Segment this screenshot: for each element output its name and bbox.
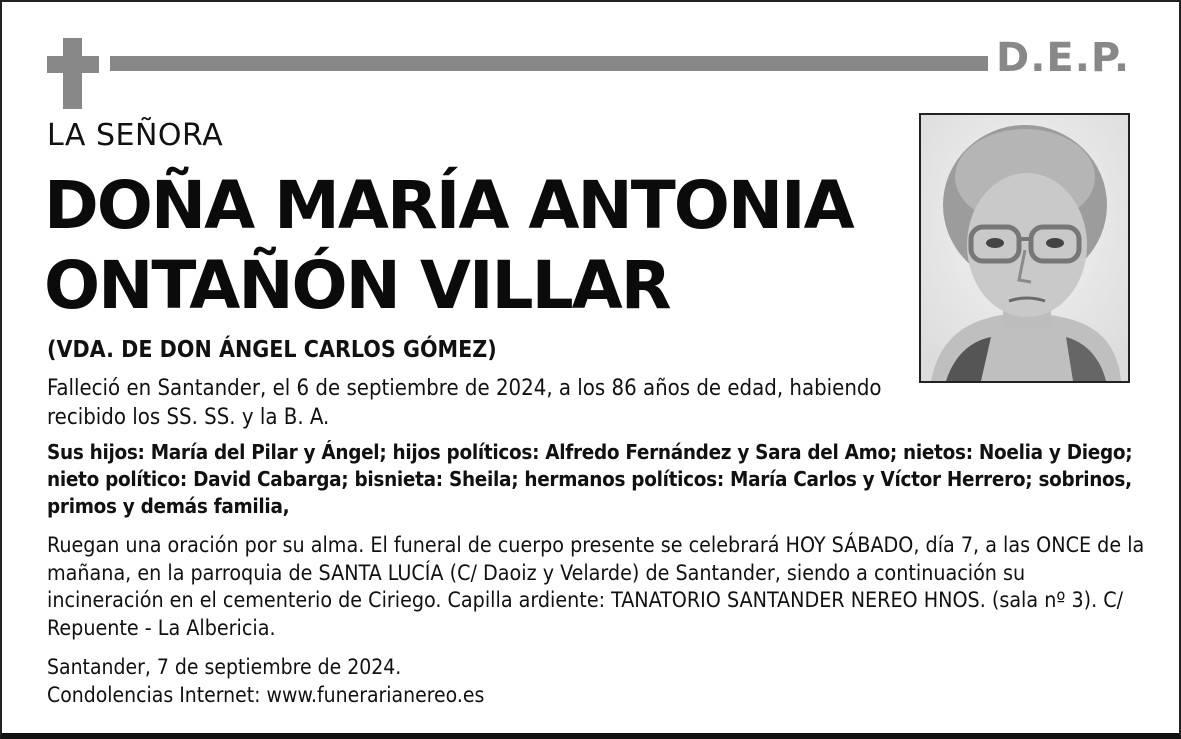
footer xyxy=(47,653,747,709)
death-notice: Falleció en Santander, el 6 de septiembre de 2024, a los 86 años de edad, habiendo recibido los SS. SS. y la B. A. xyxy=(47,376,882,430)
header-rule xyxy=(110,56,988,71)
funeral-details: Ruegan una oración por su alma. El funeral de cuerpo presente se celebrará HOY SÁBADO, día 7, a las ONCE de la mañana, en la parroquia de SANTA LUCÍA (C/ Daoiz y Velarde) de Santander, siendo a continuación su incineración en el cementerio de Ciriego. Capilla ardiente: TANATORIO SANTANDER NEREO HNOS. (sala nº 3). C/ Repuente - La Albericia. xyxy=(47,533,1145,641)
name-line-2: ONTAÑÓN VILLAR xyxy=(44,247,670,324)
deceased-name xyxy=(44,166,904,326)
cross-icon xyxy=(63,38,82,109)
dep-label: D.E.P. xyxy=(996,35,1131,81)
title-prefix: LA SEÑORA xyxy=(47,118,224,153)
condolences-line: Condolencias Internet: www.funerarianereo.es xyxy=(47,683,485,707)
portrait-photo xyxy=(919,113,1130,383)
family-list: Sus hijos: María del Pilar y Ángel; hijos políticos: Alfredo Fernández y Sara del Amo; nietos: Noelia y Diego; nieto político: David Cabarga; bisnieta: Sheila; hermanos políticos: María Carlos y Víctor Herrero; sobrinos, primos y demás familia, xyxy=(47,440,1133,518)
widow-note: (VDA. DE DON ÁNGEL CARLOS GÓMEZ) xyxy=(47,337,497,363)
place-date: Santander, 7 de septiembre de 2024. xyxy=(47,655,402,679)
cross-icon-bar xyxy=(47,56,99,73)
name-line-1: DOÑA MARÍA ANTONIA xyxy=(44,167,853,244)
portrait-image xyxy=(921,115,1128,381)
